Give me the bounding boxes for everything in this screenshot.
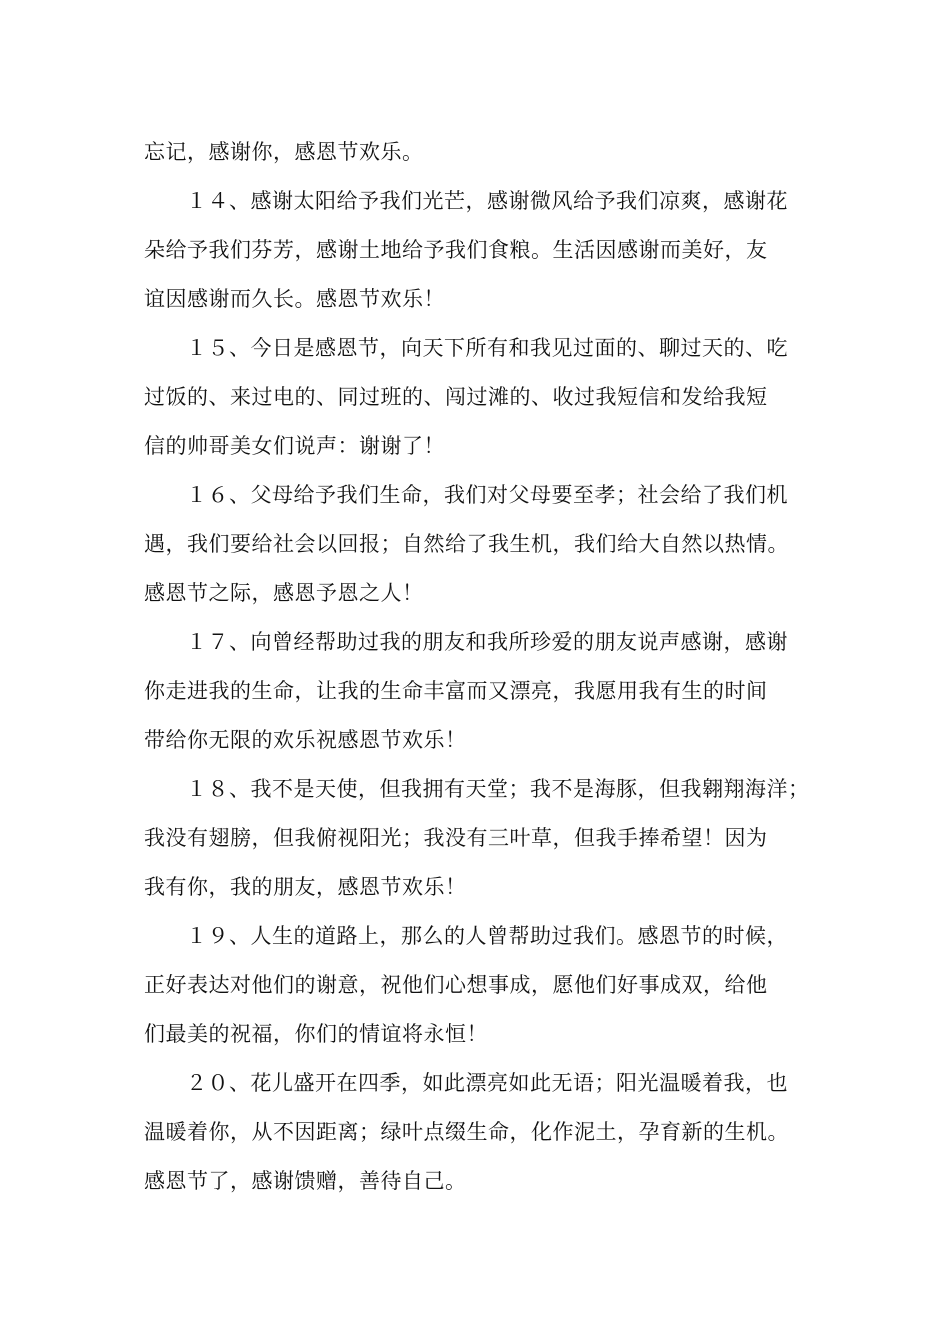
paragraph-17 xyxy=(144,618,816,765)
text-line: 信的帅哥美女们说声：谢谢了！ xyxy=(144,434,445,458)
text-line: 朵给予我们芬芳，感谢土地给予我们食粮。生活因感谢而美好，友 xyxy=(144,238,768,262)
paragraph-continuation xyxy=(144,128,816,177)
paragraph-16 xyxy=(144,471,816,618)
text-line: 感恩节了，感谢馈赠，善待自己。 xyxy=(144,1169,467,1193)
paragraph-15 xyxy=(144,324,816,471)
text-line: 谊因感谢而久长。感恩节欢乐！ xyxy=(144,287,445,311)
paragraph-19 xyxy=(144,912,816,1059)
text-line: １４、感谢太阳给予我们光芒，感谢微风给予我们凉爽，感谢花 xyxy=(186,189,788,213)
paragraph-20 xyxy=(144,1059,816,1206)
text-line: 正好表达对他们的谢意，祝他们心想事成，愿他们好事成双，给他 xyxy=(144,973,768,997)
text-line: 遇，我们要给社会以回报；自然给了我生机，我们给大自然以热情。 xyxy=(144,532,789,556)
text-line: １５、今日是感恩节，向天下所有和我见过面的、聊过天的、吃 xyxy=(186,336,788,360)
text-line: 我没有翅膀，但我俯视阳光；我没有三叶草，但我手捧希望！因为 xyxy=(144,826,768,850)
text-line: １７、向曾经帮助过我的朋友和我所珍爱的朋友说声感谢，感谢 xyxy=(186,630,788,654)
text-line: １６、父母给予我们生命，我们对父母要至孝；社会给了我们机 xyxy=(186,483,788,507)
text-line: 过饭的、来过电的、同过班的、闯过滩的、收过我短信和发给我短 xyxy=(144,385,768,409)
text-line: 你走进我的生命，让我的生命丰富而又漂亮，我愿用我有生的时间 xyxy=(144,679,768,703)
paragraph-14 xyxy=(144,177,816,324)
paragraph-18 xyxy=(144,765,816,912)
text-line: 带给你无限的欢乐祝感恩节欢乐！ xyxy=(144,728,467,752)
text-line: １９、人生的道路上，那么的人曾帮助过我们。感恩节的时候， xyxy=(186,924,788,948)
text-line: 忘记，感谢你，感恩节欢乐。 xyxy=(144,140,424,164)
document-body xyxy=(144,128,816,1206)
text-line: 们最美的祝福，你们的情谊将永恒！ xyxy=(144,1022,488,1046)
text-line: 温暖着你，从不因距离；绿叶点缀生命，化作泥土，孕育新的生机。 xyxy=(144,1120,789,1144)
text-line: 我有你，我的朋友，感恩节欢乐！ xyxy=(144,875,467,899)
text-line: 感恩节之际，感恩予恩之人！ xyxy=(144,581,424,605)
text-line: １８、我不是天使，但我拥有天堂；我不是海豚，但我翱翔海洋； xyxy=(186,777,810,801)
text-line: ２０、花儿盛开在四季，如此漂亮如此无语；阳光温暖着我，也 xyxy=(186,1071,788,1095)
